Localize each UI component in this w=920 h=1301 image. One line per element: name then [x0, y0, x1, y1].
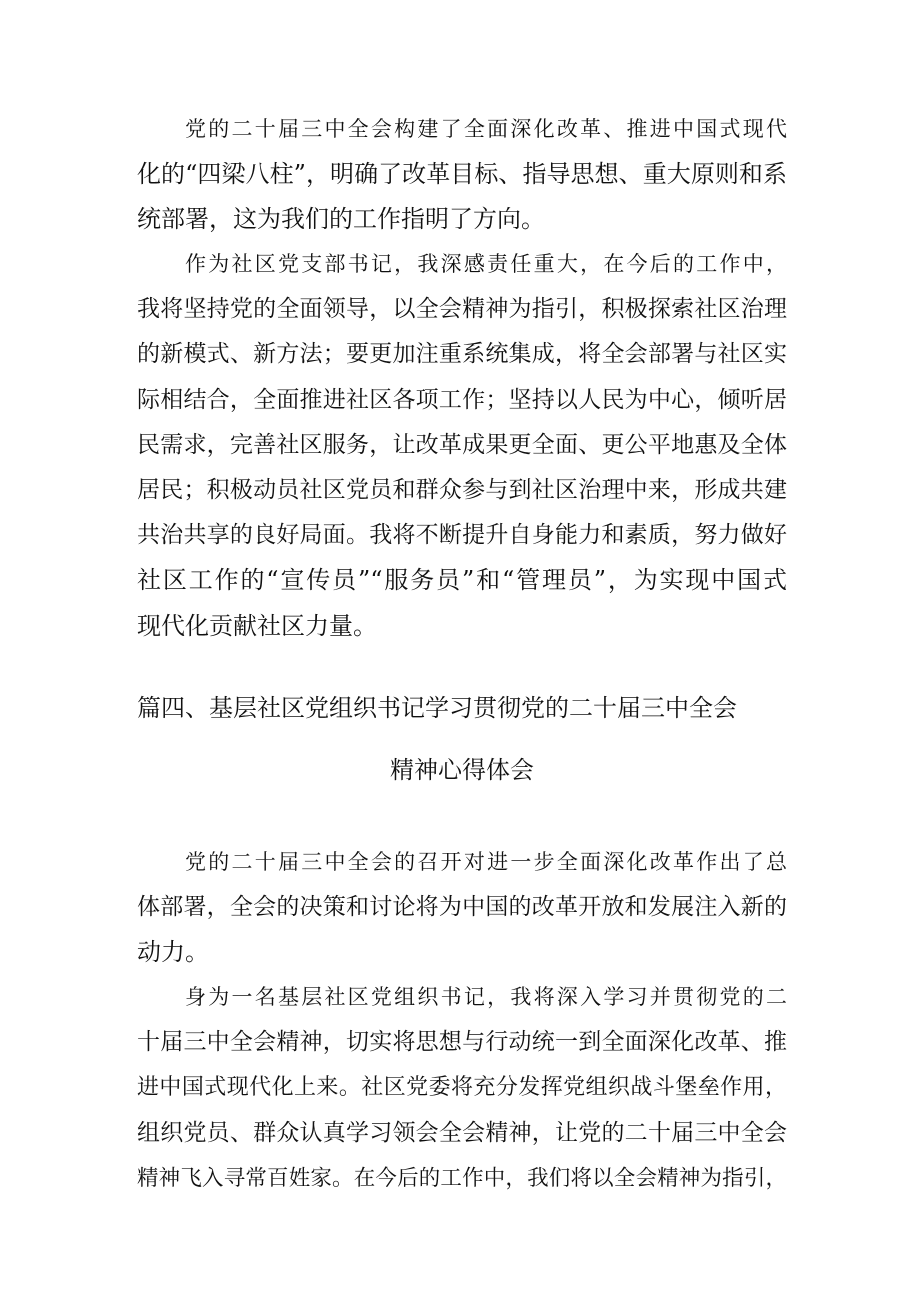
- paragraph-line: 动力。: [137, 938, 209, 967]
- paragraph-line: 作为社区党支部书记，我深感责任重大，在今后的工作中，: [185, 252, 787, 276]
- section-heading: [137, 691, 787, 787]
- paragraph-line: 组织党员、群众认真学习领会全会精神，让党的二十届三中全会: [137, 1119, 787, 1146]
- paragraph-line: 化的“四梁八柱”，明确了改革目标、指导思想、重大原则和系: [137, 160, 787, 189]
- paragraph-line: 统部署，这为我们的工作指明了方向。: [137, 205, 545, 234]
- paragraph-line: 身为一名基层社区党组织书记，我将深入学习并贯彻党的二: [185, 985, 787, 1009]
- paragraph-line: 进中国式现代化上来。社区党委将充分发挥党组织战斗堡垒作用，: [137, 1075, 787, 1101]
- section-heading-line-1: 篇四、基层社区党组织书记学习贯彻党的二十届三中全会: [137, 694, 737, 722]
- paragraph-line: 的新模式、新方法；要更加注重系统集成，将全会部署与社区实: [137, 341, 787, 368]
- paragraph-line: 际相结合，全面推进社区各项工作；坚持以人民为中心，倾听居: [137, 386, 787, 413]
- paragraph-1: [137, 107, 787, 243]
- paragraph-line: 我将坚持党的全面领导，以全会精神为指引，积极探索社区治理: [137, 296, 787, 323]
- section-heading-line-2: 精神心得体会: [390, 756, 534, 784]
- paragraph-3: [137, 840, 787, 976]
- paragraph-4: [137, 975, 787, 1201]
- paragraph-line: 党的二十届三中全会的召开对进一步全面深化改革作出了总: [185, 850, 787, 874]
- paragraph-line: 十届三中全会精神，切实将思想与行动统一到全面深化改革、推: [137, 1029, 787, 1056]
- paragraph-line: 社区工作的“宣传员”“服务员”和“管理员”，为实现中国式: [137, 566, 787, 595]
- paragraph-line: 党的二十届三中全会构建了全面深化改革、推进中国式现代: [185, 117, 787, 141]
- paragraph-line: 民需求，完善社区服务，让改革成果更全面、更公平地惠及全体: [137, 431, 787, 458]
- paragraph-line: 精神飞入寻常百姓家。在今后的工作中，我们将以全会精神为指引，: [137, 1165, 787, 1191]
- paragraph-line: 现代化贡献社区力量。: [137, 611, 377, 640]
- paragraph-line: 居民；积极动员社区党员和群众参与到社区治理中来，形成共建: [137, 476, 787, 503]
- paragraph-2: [137, 242, 787, 649]
- paragraph-line: 共治共享的良好局面。我将不断提升自身能力和素质，努力做好: [137, 522, 787, 549]
- paragraph-line: 体部署，全会的决策和讨论将为中国的改革开放和发展注入新的: [137, 894, 787, 921]
